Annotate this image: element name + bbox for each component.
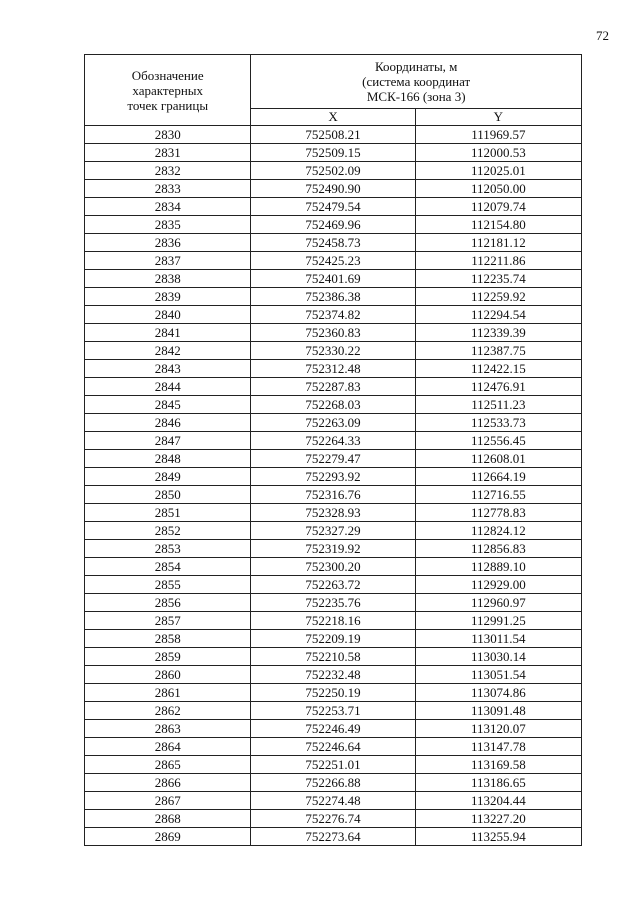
x-cell: 752246.49 — [251, 720, 415, 738]
table-row — [85, 612, 582, 630]
point-cell: 2838 — [85, 270, 251, 288]
y-cell: 112422.15 — [415, 360, 581, 378]
table-row — [85, 234, 582, 252]
point-cell: 2869 — [85, 828, 251, 846]
point-cell: 2833 — [85, 180, 251, 198]
point-cell: 2834 — [85, 198, 251, 216]
x-cell: 752330.22 — [251, 342, 415, 360]
table-row — [85, 756, 582, 774]
y-cell: 113051.54 — [415, 666, 581, 684]
point-cell: 2839 — [85, 288, 251, 306]
table-row — [85, 324, 582, 342]
point-designation-header — [85, 55, 251, 126]
point-cell: 2861 — [85, 684, 251, 702]
table-row — [85, 198, 582, 216]
y-column-header: Y — [415, 108, 581, 125]
table-row — [85, 270, 582, 288]
table-row — [85, 288, 582, 306]
table-row — [85, 342, 582, 360]
header-coords-line1: Координаты, м — [374, 58, 458, 74]
x-cell: 752401.69 — [251, 270, 415, 288]
table-row — [85, 666, 582, 684]
point-cell: 2842 — [85, 342, 251, 360]
y-cell: 112154.80 — [415, 216, 581, 234]
x-cell: 752210.58 — [251, 648, 415, 666]
y-cell: 112079.74 — [415, 198, 581, 216]
y-cell: 113074.86 — [415, 684, 581, 702]
y-cell: 112259.92 — [415, 288, 581, 306]
point-cell: 2830 — [85, 126, 251, 144]
x-cell: 752279.47 — [251, 450, 415, 468]
point-cell: 2846 — [85, 414, 251, 432]
point-cell: 2855 — [85, 576, 251, 594]
point-cell: 2837 — [85, 252, 251, 270]
point-cell: 2835 — [85, 216, 251, 234]
point-cell: 2831 — [85, 144, 251, 162]
table-row — [85, 828, 582, 846]
point-cell: 2841 — [85, 324, 251, 342]
y-cell: 112339.39 — [415, 324, 581, 342]
y-cell: 113169.58 — [415, 756, 581, 774]
y-cell: 112856.83 — [415, 540, 581, 558]
table-body — [85, 126, 582, 846]
x-column-header: X — [251, 108, 415, 125]
y-cell: 113030.14 — [415, 648, 581, 666]
table-row — [85, 306, 582, 324]
table-row — [85, 792, 582, 810]
point-cell: 2850 — [85, 486, 251, 504]
x-cell: 752287.83 — [251, 378, 415, 396]
table-row — [85, 630, 582, 648]
point-cell: 2844 — [85, 378, 251, 396]
point-cell: 2864 — [85, 738, 251, 756]
table-row — [85, 738, 582, 756]
x-cell: 752300.20 — [251, 558, 415, 576]
y-cell: 111969.57 — [415, 126, 581, 144]
x-cell: 752276.74 — [251, 810, 415, 828]
point-cell: 2848 — [85, 450, 251, 468]
point-cell: 2857 — [85, 612, 251, 630]
point-cell: 2860 — [85, 666, 251, 684]
x-cell: 752312.48 — [251, 360, 415, 378]
table-header-row — [85, 55, 582, 109]
table-row — [85, 216, 582, 234]
x-cell: 752360.83 — [251, 324, 415, 342]
header-label-line3: точек границы — [127, 97, 209, 113]
x-cell: 752469.96 — [251, 216, 415, 234]
table-row — [85, 414, 582, 432]
coordinates-header — [251, 55, 582, 109]
y-cell: 112511.23 — [415, 396, 581, 414]
table-row — [85, 468, 582, 486]
x-cell: 752386.38 — [251, 288, 415, 306]
table-row — [85, 396, 582, 414]
x-cell: 752268.03 — [251, 396, 415, 414]
y-cell: 112889.10 — [415, 558, 581, 576]
point-cell: 2836 — [85, 234, 251, 252]
x-cell: 752509.15 — [251, 144, 415, 162]
y-cell: 112533.73 — [415, 414, 581, 432]
x-cell: 752251.01 — [251, 756, 415, 774]
x-cell: 752328.93 — [251, 504, 415, 522]
x-cell: 752316.76 — [251, 486, 415, 504]
x-cell: 752263.09 — [251, 414, 415, 432]
y-cell: 112991.25 — [415, 612, 581, 630]
x-cell: 752508.21 — [251, 126, 415, 144]
x-cell: 752209.19 — [251, 630, 415, 648]
x-cell: 752246.64 — [251, 738, 415, 756]
table-row — [85, 144, 582, 162]
x-cell: 752319.92 — [251, 540, 415, 558]
point-cell: 2862 — [85, 702, 251, 720]
x-cell: 752425.23 — [251, 252, 415, 270]
table-row — [85, 720, 582, 738]
x-cell: 752235.76 — [251, 594, 415, 612]
point-cell: 2853 — [85, 540, 251, 558]
y-cell: 113091.48 — [415, 702, 581, 720]
y-cell: 112294.54 — [415, 306, 581, 324]
table-row — [85, 504, 582, 522]
point-cell: 2865 — [85, 756, 251, 774]
y-cell: 112211.86 — [415, 252, 581, 270]
point-cell: 2866 — [85, 774, 251, 792]
table-row — [85, 126, 582, 144]
point-cell: 2852 — [85, 522, 251, 540]
y-cell: 112476.91 — [415, 378, 581, 396]
header-label-line1: Обозначение — [131, 67, 204, 83]
point-cell: 2843 — [85, 360, 251, 378]
y-cell: 112387.75 — [415, 342, 581, 360]
y-cell: 112929.00 — [415, 576, 581, 594]
x-cell: 752250.19 — [251, 684, 415, 702]
table-row — [85, 486, 582, 504]
header-coords-line3: МСК-166 (зона 3) — [366, 88, 466, 104]
y-cell: 112664.19 — [415, 468, 581, 486]
coordinates-table — [84, 54, 582, 846]
table-row — [85, 378, 582, 396]
y-cell: 112960.97 — [415, 594, 581, 612]
point-cell: 2859 — [85, 648, 251, 666]
point-cell: 2832 — [85, 162, 251, 180]
x-cell: 752253.71 — [251, 702, 415, 720]
point-cell: 2863 — [85, 720, 251, 738]
table-row — [85, 648, 582, 666]
table-row — [85, 810, 582, 828]
x-cell: 752293.92 — [251, 468, 415, 486]
y-cell: 112050.00 — [415, 180, 581, 198]
table-row — [85, 576, 582, 594]
y-cell: 113011.54 — [415, 630, 581, 648]
table-row — [85, 684, 582, 702]
table-row — [85, 360, 582, 378]
x-cell: 752263.72 — [251, 576, 415, 594]
y-cell: 112556.45 — [415, 432, 581, 450]
point-cell: 2868 — [85, 810, 251, 828]
y-cell: 112608.01 — [415, 450, 581, 468]
point-cell: 2847 — [85, 432, 251, 450]
table-row — [85, 522, 582, 540]
y-cell: 113120.07 — [415, 720, 581, 738]
x-cell: 752266.88 — [251, 774, 415, 792]
table-row — [85, 558, 582, 576]
y-cell: 113204.44 — [415, 792, 581, 810]
x-cell: 752327.29 — [251, 522, 415, 540]
x-cell: 752479.54 — [251, 198, 415, 216]
y-cell: 112181.12 — [415, 234, 581, 252]
y-cell: 113227.20 — [415, 810, 581, 828]
point-cell: 2845 — [85, 396, 251, 414]
y-cell: 112778.83 — [415, 504, 581, 522]
table-row — [85, 702, 582, 720]
y-cell: 112824.12 — [415, 522, 581, 540]
y-cell: 112025.01 — [415, 162, 581, 180]
x-cell: 752264.33 — [251, 432, 415, 450]
y-cell: 113186.65 — [415, 774, 581, 792]
table-row — [85, 540, 582, 558]
point-cell: 2849 — [85, 468, 251, 486]
x-cell: 752490.90 — [251, 180, 415, 198]
table-row — [85, 774, 582, 792]
y-cell: 112000.53 — [415, 144, 581, 162]
table-row — [85, 162, 582, 180]
header-coords-line2: (система координат — [362, 73, 471, 89]
x-cell: 752374.82 — [251, 306, 415, 324]
point-cell: 2851 — [85, 504, 251, 522]
x-cell: 752274.48 — [251, 792, 415, 810]
x-cell: 752232.48 — [251, 666, 415, 684]
point-cell: 2854 — [85, 558, 251, 576]
x-cell: 752218.16 — [251, 612, 415, 630]
point-cell: 2867 — [85, 792, 251, 810]
y-cell: 113147.78 — [415, 738, 581, 756]
page-number: 72 — [596, 28, 609, 43]
table-row — [85, 594, 582, 612]
y-cell: 112716.55 — [415, 486, 581, 504]
table-row — [85, 450, 582, 468]
x-cell: 752502.09 — [251, 162, 415, 180]
x-cell: 752458.73 — [251, 234, 415, 252]
y-cell: 112235.74 — [415, 270, 581, 288]
y-cell: 113255.94 — [415, 828, 581, 846]
point-cell: 2856 — [85, 594, 251, 612]
table-row — [85, 180, 582, 198]
x-cell: 752273.64 — [251, 828, 415, 846]
header-label-line2: характерных — [132, 82, 204, 98]
table-row — [85, 252, 582, 270]
point-cell: 2840 — [85, 306, 251, 324]
table-row — [85, 432, 582, 450]
point-cell: 2858 — [85, 630, 251, 648]
